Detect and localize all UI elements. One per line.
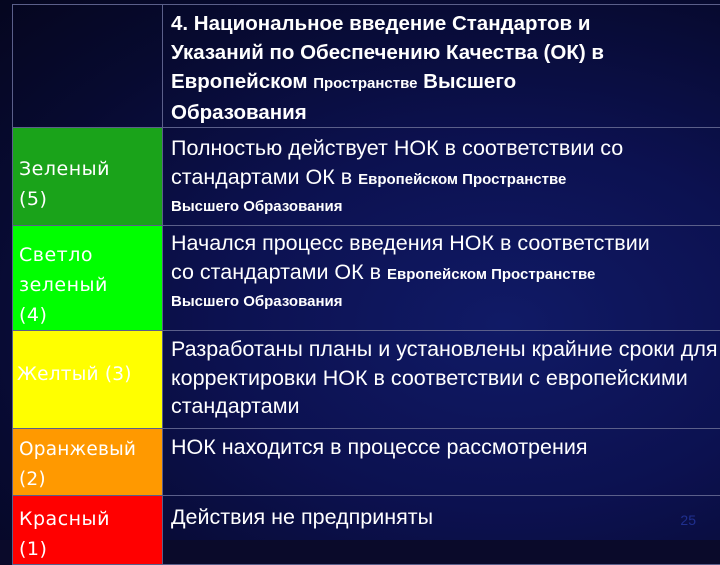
description-lightgreen — [163, 226, 720, 315]
level-cell-orange — [13, 429, 163, 496]
header-empty-cell — [13, 5, 163, 128]
level-label-yellow: Желтый (3) — [13, 331, 162, 390]
description-green-line-1: Полностью действует НОК в соответствии со — [171, 136, 623, 160]
table-row-red — [13, 496, 720, 565]
description-cell-orange — [163, 429, 720, 496]
table-row-lightgreen — [13, 226, 720, 331]
table-header-row — [13, 5, 720, 128]
description-lightgreen-line-2a: со стандартами ОК в — [171, 260, 387, 284]
title-line-2: Указаний по Обеспечению Качества (ОК) в — [171, 41, 604, 64]
description-cell-yellow — [163, 331, 720, 429]
description-cell-green — [163, 128, 720, 226]
table-title — [163, 5, 720, 127]
level-cell-red — [13, 496, 163, 565]
level-label-green: Зеленый (5) — [13, 128, 129, 214]
status-table — [12, 4, 720, 565]
description-green-line-3: Высшего Образования — [171, 194, 720, 220]
title-line-3c: Высшего — [417, 70, 516, 93]
description-green-line-2a: стандартами ОК в — [171, 165, 358, 189]
description-cell-lightgreen — [163, 226, 720, 331]
description-orange: НОК находится в процессе рассмотрения — [163, 429, 720, 462]
title-line-1: 4. Национальное введение Стандартов и — [171, 12, 590, 35]
title-line-4: Образования — [171, 101, 307, 124]
description-green-line-2b: Европейском Пространстве — [358, 171, 566, 188]
level-cell-yellow — [13, 331, 163, 429]
description-red: Действия не предприняты — [163, 496, 720, 532]
table-row-yellow — [13, 331, 720, 429]
level-cell-lightgreen — [13, 226, 163, 331]
header-cell — [163, 5, 720, 128]
description-cell-red — [163, 496, 720, 565]
page-number: 25 — [680, 512, 696, 528]
description-green — [163, 128, 720, 220]
title-line-3b: Пространстве — [313, 75, 417, 92]
table-row-orange — [13, 429, 720, 496]
table-row-green — [13, 128, 720, 226]
description-lightgreen-line-2b: Европейском Пространстве — [387, 266, 595, 283]
level-label-orange: Оранжевый (2) — [13, 429, 159, 495]
description-yellow: Разработаны планы и установлены крайние сроки для корректировки НОК в соответствии с европейскими стандартами — [163, 331, 720, 421]
level-cell-green — [13, 128, 163, 226]
description-lightgreen-line-1: Начался процесс введения НОК в соответствии — [171, 231, 650, 255]
level-label-lightgreen: Светло зеленый (4) — [13, 226, 139, 330]
title-line-3a: Европейском — [171, 70, 313, 93]
description-lightgreen-line-3: Высшего Образования — [171, 289, 720, 315]
level-label-red: Красный (1) — [13, 496, 139, 564]
